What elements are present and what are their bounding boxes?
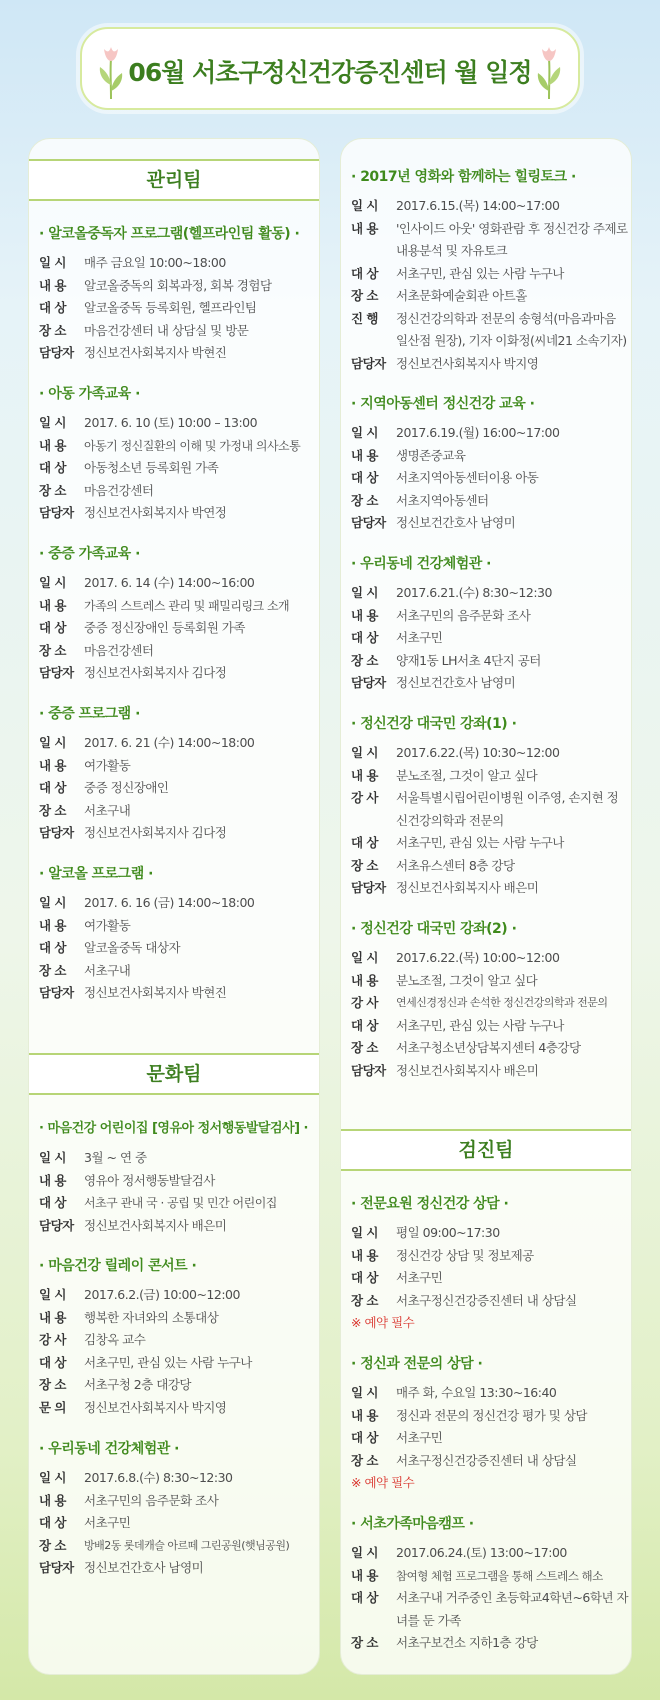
info-row <box>341 1037 633 1060</box>
info-row <box>341 1060 633 1083</box>
reservation-note: ※ 예약 필수 <box>351 1475 415 1490</box>
info-row <box>341 195 633 218</box>
row-label: 대 상 <box>39 940 67 955</box>
row-label: 대 상 <box>351 1017 379 1033</box>
row-value: 서초문화예술회관 아트홀 <box>396 288 527 303</box>
row-label: 일 시 <box>39 575 67 590</box>
row-label: 담당자 <box>39 1217 74 1233</box>
schedule-section <box>341 394 633 535</box>
row-label: 대 상 <box>351 470 379 485</box>
info-row <box>341 308 633 353</box>
info-row <box>341 285 633 308</box>
info-row <box>29 1215 321 1238</box>
section-title: · 정신과 전문의 상담 · <box>351 1356 483 1372</box>
info-row <box>29 297 321 320</box>
row-label: 대 상 <box>39 1195 67 1210</box>
row-label: 일 시 <box>351 950 379 965</box>
info-row <box>29 937 321 960</box>
schedule-section <box>29 1439 321 1580</box>
row-value: 서초구민 <box>396 1270 443 1285</box>
row-label: 내 용 <box>351 1567 379 1583</box>
row-label: 담당자 <box>39 825 74 840</box>
row-value: 정신보건사회복지사 박현진 <box>84 345 227 360</box>
row-value: 서울특별시립어린이병원 이주영, 손지현 정신건강의학과 전문의 <box>396 790 619 828</box>
row-value: 정신보건간호사 남영미 <box>396 515 516 530</box>
row-label: 강 사 <box>351 790 379 805</box>
info-row <box>29 1329 321 1352</box>
section-title: · 알코올중독자 프로그램(헬프라인팀 활동) · <box>39 226 300 242</box>
row-label: 대 상 <box>39 780 67 795</box>
row-value: 중증 정신장애인 등록회원 가족 <box>84 620 245 635</box>
info-row <box>29 1535 321 1558</box>
row-value: 양재1동 LH서초 4단지 공터 <box>396 652 541 668</box>
row-label: 일 시 <box>351 745 379 760</box>
info-row <box>341 582 633 605</box>
row-value: 정신보건간호사 남영미 <box>84 1560 204 1575</box>
row-value: 서초구청 2층 대강당 <box>84 1377 191 1392</box>
row-value: 2017.6.15.(목) 14:00~17:00 <box>396 198 560 213</box>
row-value: 2017. 6. 10 (토) 10:00 – 13:00 <box>84 415 258 430</box>
info-row <box>341 1450 633 1473</box>
row-value: 서초구민, 관심 있는 사람 누구나 <box>396 835 564 850</box>
row-label: 담당자 <box>351 675 386 690</box>
info-row <box>29 822 321 845</box>
schedule-section <box>341 554 633 695</box>
info-row <box>341 490 633 513</box>
row-value: 서초구내 거주중인 초등학교4학년~6학년 자녀를 둔 가족 <box>396 1590 629 1628</box>
row-value: 정신보건사회복지사 박지영 <box>84 1399 227 1415</box>
info-row <box>341 422 633 445</box>
row-value: 3월 ~ 연 중 <box>84 1150 147 1165</box>
row-label: 담당자 <box>39 665 74 680</box>
row-label: 대 상 <box>39 460 67 475</box>
info-row <box>341 512 633 535</box>
info-row <box>341 467 633 490</box>
row-label: 일 시 <box>351 425 379 440</box>
row-label: 장 소 <box>39 1377 67 1392</box>
row-label: 장 소 <box>351 1040 379 1055</box>
schedule-section <box>29 384 321 525</box>
schedule-section <box>29 544 321 685</box>
info-row <box>341 1632 633 1655</box>
info-row <box>29 480 321 503</box>
page-header <box>80 27 580 110</box>
row-label: 내 용 <box>351 767 379 783</box>
info-row <box>29 252 321 275</box>
schedule-section <box>29 704 321 845</box>
row-label: 일 시 <box>39 1470 67 1485</box>
row-value: 2017. 6. 14 (수) 14:00~16:00 <box>84 575 255 590</box>
right-column <box>340 138 632 1675</box>
row-value: 정신건강 상담 및 정보제공 <box>396 1247 534 1263</box>
info-row <box>341 672 633 695</box>
info-row <box>29 982 321 1005</box>
row-label: 담당자 <box>351 1062 386 1078</box>
row-label: 내 용 <box>351 972 379 988</box>
row-value: 2017.6.2.(금) 10:00~12:00 <box>84 1287 240 1302</box>
row-value: 참여형 체험 프로그램을 통해 스트레스 해소 <box>396 1568 603 1583</box>
row-label: 장 소 <box>39 962 67 978</box>
info-row <box>341 1222 633 1245</box>
info-row <box>341 218 633 263</box>
info-row <box>29 1192 321 1215</box>
row-value: 분노조절, 그것이 알고 싶다 <box>396 767 538 783</box>
info-row <box>29 777 321 800</box>
schedule-section <box>341 714 633 900</box>
section-title: · 정신건강 대국민 강좌(2) · <box>351 921 517 937</box>
row-value: 아동청소년 등록회원 가족 <box>84 460 219 475</box>
row-label: 내 용 <box>351 220 379 236</box>
team-header-screening: 검진팀 <box>341 1129 631 1171</box>
tulip-icon <box>532 41 566 101</box>
row-value: 서초구민의 음주문화 조사 <box>84 1492 219 1508</box>
row-value: 마음건강센터 <box>84 642 154 658</box>
row-label: 일 시 <box>351 1545 379 1560</box>
row-value: 정신건강의학과 전문의 송형석(마음과마음 일산점 원장), 기자 이화정(씨네21 소속기자) <box>396 310 627 348</box>
row-label: 일 시 <box>351 1225 379 1240</box>
section-title: · 지역아동센터 정신건강 교육 · <box>351 396 535 412</box>
row-value: 서초구정신건강증진센터 내 상담실 <box>396 1452 577 1468</box>
info-row <box>29 572 321 595</box>
row-value: 정신보건간호사 남영미 <box>396 675 516 690</box>
row-value: 2017.6.22.(목) 10:30~12:00 <box>396 745 560 760</box>
row-value: 정신보건사회복지사 박연정 <box>84 505 227 520</box>
row-value: 서초구내 <box>84 802 131 818</box>
info-row <box>341 445 633 468</box>
row-value: 중증 정신장애인 <box>84 780 169 795</box>
left-column <box>28 138 320 1675</box>
row-value: 영유아 정서행동발달검사 <box>84 1172 215 1188</box>
row-value: 서초지역아동센터 <box>396 492 489 508</box>
schedule-section <box>341 167 633 375</box>
schedule-section <box>29 1119 321 1237</box>
info-row <box>29 435 321 458</box>
info-row <box>341 1565 633 1588</box>
row-label: 일 시 <box>351 198 379 213</box>
row-value: 2017. 6. 21 (수) 14:00~18:00 <box>84 735 255 750</box>
row-value: 서초구청소년상담복지센터 4층강당 <box>396 1040 581 1055</box>
section-title: · 우리동네 건강체험관 · <box>39 1441 179 1457</box>
row-value: 서초구민 <box>396 630 443 645</box>
info-row <box>29 412 321 435</box>
info-row <box>29 640 321 663</box>
info-row <box>29 1512 321 1535</box>
row-label: 문 의 <box>39 1399 67 1415</box>
row-value: 2017. 6. 16 (금) 14:00~18:00 <box>84 895 255 910</box>
info-row <box>341 742 633 765</box>
row-label: 장 소 <box>39 802 67 818</box>
row-label: 장 소 <box>39 482 67 498</box>
row-label: 일 시 <box>39 255 67 270</box>
schedule-section <box>341 1194 633 1335</box>
row-value: 서초유스센터 8층 강당 <box>396 857 515 873</box>
info-row <box>341 353 633 376</box>
page-title: 06월 서초구정신건강증진센터 월 일정 <box>128 58 532 87</box>
row-value: 정신보건사회복지사 김다정 <box>84 665 227 680</box>
info-row <box>341 765 633 788</box>
row-label: 장 소 <box>351 1292 379 1308</box>
row-value: 매주 화, 수요일 13:30~16:40 <box>396 1385 557 1400</box>
row-value: 생명존중교육 <box>396 447 466 463</box>
row-label: 강 사 <box>351 995 379 1010</box>
team-header-management: 관리팀 <box>29 159 319 201</box>
section-title: · 우리동네 건강체험관 · <box>351 556 491 572</box>
row-label: 담당자 <box>39 985 74 1000</box>
info-row <box>29 1557 321 1580</box>
row-value: 여가활동 <box>84 757 131 773</box>
row-label: 일 시 <box>351 1385 379 1400</box>
row-label: 일 시 <box>39 735 67 750</box>
info-row <box>29 595 321 618</box>
info-row <box>29 275 321 298</box>
row-value: 정신보건사회복지사 김다정 <box>84 825 227 840</box>
row-label: 대 상 <box>351 630 379 645</box>
row-label: 대 상 <box>39 620 67 635</box>
row-value: 정신보건사회복지사 배은미 <box>396 880 539 895</box>
row-label: 장 소 <box>351 288 379 303</box>
info-row <box>341 1290 633 1313</box>
row-value: 알코올중독의 회복과정, 회복 경험담 <box>84 277 272 293</box>
row-label: 진 행 <box>351 310 379 326</box>
row-value: 마음건강센터 <box>84 482 154 498</box>
row-value: 2017.06.24.(토) 13:00~17:00 <box>396 1545 567 1560</box>
info-row <box>341 992 633 1015</box>
info-row <box>29 960 321 983</box>
row-value: 서초구민의 음주문화 조사 <box>396 607 531 623</box>
row-value: 매주 금요일 10:00~18:00 <box>84 255 226 270</box>
row-label: 장 소 <box>39 642 67 658</box>
info-row <box>341 1382 633 1405</box>
row-label: 담당자 <box>351 515 386 530</box>
row-value: 방배2동 롯데캐슬 아르떼 그린공원(햇님공원) <box>84 1538 290 1552</box>
info-row <box>29 1170 321 1193</box>
section-title: · 전문요원 정신건강 상담 · <box>351 1196 509 1212</box>
row-label: 내 용 <box>351 447 379 463</box>
team-header-culture: 문화팀 <box>29 1053 319 1095</box>
row-label: 내 용 <box>39 437 67 453</box>
row-label: 장 소 <box>39 1537 67 1553</box>
row-value: '인사이드 아웃' 영화관람 후 정신건강 주제로 내용분석 및 자유토크 <box>396 220 628 258</box>
row-value: 김창옥 교수 <box>84 1332 146 1347</box>
info-row <box>29 892 321 915</box>
info-row <box>341 832 633 855</box>
row-label: 일 시 <box>39 1150 67 1165</box>
info-row <box>341 263 633 286</box>
info-row <box>29 320 321 343</box>
row-label: 장 소 <box>351 1635 379 1650</box>
row-value: 2017.6.21.(수) 8:30~12:30 <box>396 585 552 600</box>
row-value: 서초구민 <box>396 1430 443 1445</box>
info-row <box>29 1352 321 1375</box>
row-label: 장 소 <box>351 1452 379 1468</box>
info-row <box>29 1147 321 1170</box>
row-value: 정신과 전문의 정신건강 평가 및 상담 <box>396 1407 587 1423</box>
info-row <box>29 1284 321 1307</box>
info-row <box>341 1542 633 1565</box>
section-title: · 아동 가족교육 · <box>39 386 140 402</box>
row-value: 마음건강센터 내 상담실 및 방문 <box>84 322 249 338</box>
row-value: 2017.6.19.(월) 16:00~17:00 <box>396 425 560 440</box>
row-label: 담당자 <box>39 505 74 520</box>
row-label: 내 용 <box>351 1247 379 1263</box>
section-title: · 정신건강 대국민 강좌(1) · <box>351 716 517 732</box>
row-value: 알코올중독 대상자 <box>84 940 181 955</box>
info-row <box>341 947 633 970</box>
row-value: 2017.6.22.(목) 10:00~12:00 <box>396 950 560 965</box>
row-value: 서초구내 <box>84 962 131 978</box>
section-title: · 중증 가족교육 · <box>39 546 140 562</box>
row-label: 내 용 <box>351 1407 379 1423</box>
row-value: 정신보건사회복지사 배은미 <box>396 1062 539 1078</box>
info-row <box>341 970 633 993</box>
row-label: 내 용 <box>39 597 67 613</box>
row-value: 2017.6.8.(수) 8:30~12:30 <box>84 1470 233 1485</box>
row-value: 정신보건사회복지사 박지영 <box>396 355 539 371</box>
row-value: 정신보건사회복지사 박현진 <box>84 985 227 1000</box>
info-row <box>29 502 321 525</box>
row-label: 장 소 <box>351 857 379 873</box>
row-label: 내 용 <box>39 917 67 933</box>
row-label: 일 시 <box>351 585 379 600</box>
info-row <box>341 1587 633 1632</box>
section-title: · 마음건강 어린이집 [영유아 정서행동발달검사] · <box>39 1121 308 1136</box>
row-label: 대 상 <box>351 1270 379 1285</box>
row-label: 담당자 <box>351 880 386 895</box>
schedule-section <box>29 224 321 365</box>
row-value: 서초지역아동센터이용 아동 <box>396 470 539 485</box>
info-row <box>341 605 633 628</box>
row-label: 장 소 <box>39 322 67 338</box>
row-value: 분노조절, 그것이 알고 싶다 <box>396 972 538 988</box>
section-title: · 서초가족마음캠프 · <box>351 1516 474 1532</box>
info-row <box>341 855 633 878</box>
info-row <box>341 1015 633 1038</box>
info-row <box>29 342 321 365</box>
row-label: 대 상 <box>351 835 379 850</box>
row-value: 행복한 자녀와의 소통대상 <box>84 1309 219 1325</box>
row-value: 서초구민, 관심 있는 사람 누구나 <box>396 1017 564 1033</box>
row-value: 아동기 정신질환의 이해 및 가정내 의사소통 <box>84 438 301 453</box>
row-value: 여가활동 <box>84 917 131 933</box>
row-value: 정신보건사회복지사 배은미 <box>84 1217 227 1233</box>
schedule-section <box>341 919 633 1082</box>
info-row <box>29 800 321 823</box>
row-label: 대 상 <box>351 1590 379 1605</box>
section-title: · 중증 프로그램 · <box>39 706 140 722</box>
row-label: 내 용 <box>39 1492 67 1508</box>
row-label: 내 용 <box>39 1172 67 1188</box>
info-row <box>341 627 633 650</box>
row-value: 가족의 스트레스 관리 및 패밀리링크 소개 <box>84 598 290 613</box>
info-row <box>29 1490 321 1513</box>
schedule-section <box>29 864 321 1005</box>
info-row <box>29 1307 321 1330</box>
section-title: · 마음건강 릴레이 콘서트 · <box>39 1258 197 1274</box>
row-label: 대 상 <box>39 1515 67 1530</box>
info-row <box>29 1374 321 1397</box>
row-value: 서초구정신건강증진센터 내 상담실 <box>396 1292 577 1308</box>
row-value: 서초구 관내 국 · 공립 및 민간 어린이집 <box>84 1196 277 1210</box>
row-label: 대 상 <box>351 265 379 281</box>
row-label: 장 소 <box>351 652 379 668</box>
info-row <box>341 650 633 673</box>
row-label: 일 시 <box>39 1287 67 1302</box>
row-label: 강 사 <box>39 1332 67 1347</box>
row-label: 대 상 <box>39 300 67 315</box>
row-label: 내 용 <box>39 277 67 293</box>
schedule-section <box>29 1256 321 1419</box>
schedule-section <box>341 1514 633 1655</box>
info-row <box>341 787 633 832</box>
section-title: · 알코올 프로그램 · <box>39 866 153 882</box>
info-row <box>341 1405 633 1428</box>
row-label: 일 시 <box>39 895 67 910</box>
row-value: 평일 09:00~17:30 <box>396 1225 500 1240</box>
row-value: 알코올중독 등록회원, 헬프라인팀 <box>84 300 257 315</box>
schedule-section <box>341 1354 633 1495</box>
row-value: 서초구민, 관심 있는 사람 누구나 <box>84 1354 252 1370</box>
info-row <box>29 662 321 685</box>
row-value: 서초구민, 관심 있는 사람 누구나 <box>396 265 564 281</box>
info-row <box>341 1267 633 1290</box>
info-row <box>29 732 321 755</box>
row-value: 서초구민 <box>84 1515 131 1530</box>
section-title: · 2017년 영화와 함께하는 힐링토크 · <box>351 169 576 185</box>
row-label: 내 용 <box>351 607 379 623</box>
info-row <box>341 1427 633 1450</box>
info-row <box>29 617 321 640</box>
row-label: 담당자 <box>39 1560 74 1575</box>
info-row <box>341 877 633 900</box>
info-row <box>29 1397 321 1420</box>
row-label: 담당자 <box>351 355 386 371</box>
info-row <box>29 1467 321 1490</box>
info-row <box>29 755 321 778</box>
row-label: 대 상 <box>351 1430 379 1445</box>
info-row <box>341 1245 633 1268</box>
row-label: 담당자 <box>39 345 74 360</box>
row-value: 서초구보건소 지하1층 강당 <box>396 1635 538 1650</box>
row-label: 장 소 <box>351 492 379 508</box>
row-label: 일 시 <box>39 415 67 430</box>
row-label: 내 용 <box>39 757 67 773</box>
info-row <box>29 457 321 480</box>
row-label: 내 용 <box>39 1309 67 1325</box>
row-label: 대 상 <box>39 1354 67 1370</box>
info-row <box>29 915 321 938</box>
reservation-note: ※ 예약 필수 <box>351 1315 415 1330</box>
row-value: 연세신경정신과 손석한 정신건강의학과 전문의 <box>396 996 608 1009</box>
